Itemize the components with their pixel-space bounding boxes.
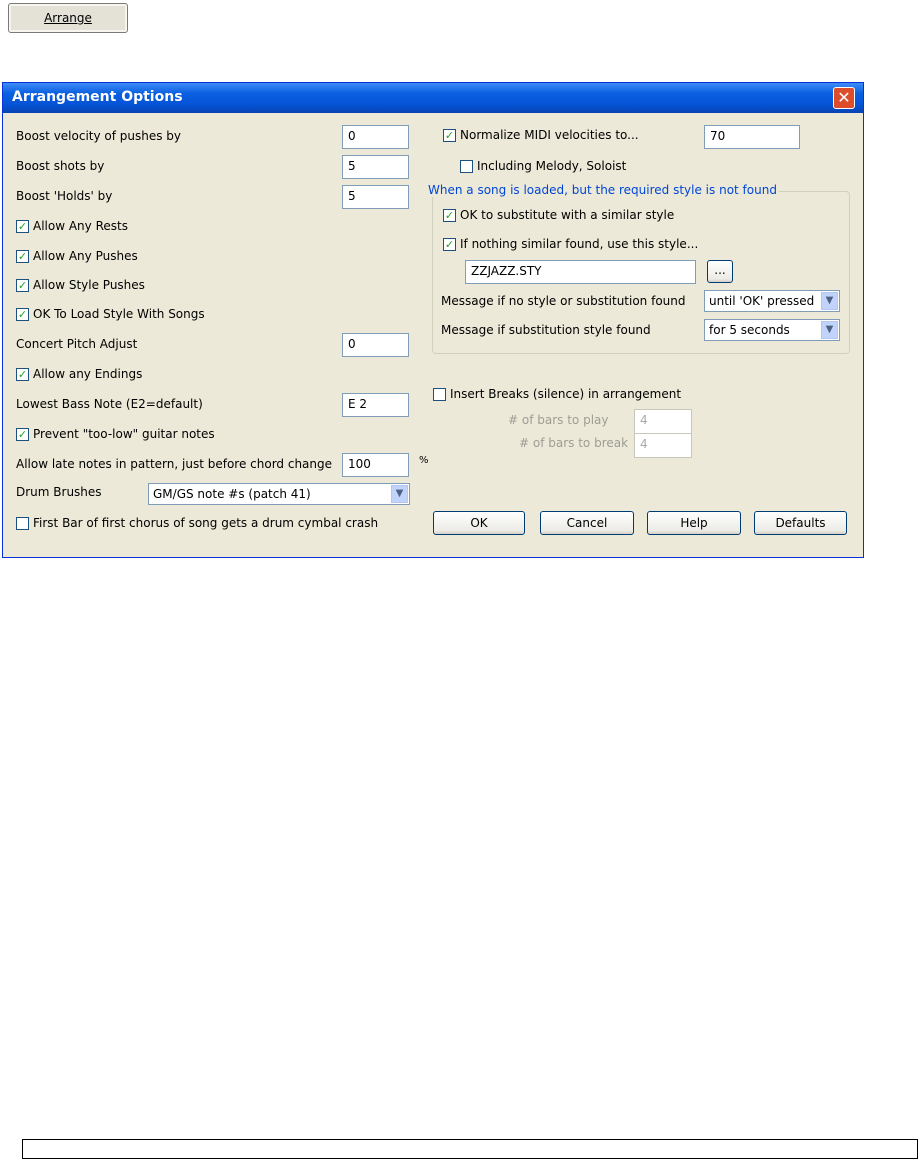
close-button[interactable]	[833, 87, 855, 109]
bars-play-label: # of bars to play	[508, 413, 609, 427]
percent-unit: %	[419, 455, 429, 466]
check-icon: ✓	[17, 279, 28, 292]
allow-any-pushes-label: Allow Any Pushes	[33, 249, 138, 263]
check-icon: ✓	[17, 250, 28, 263]
check-icon: ✓	[17, 368, 28, 381]
chevron-down-icon[interactable]: ▼	[391, 485, 408, 503]
boost-shots-input[interactable]: 5	[342, 155, 409, 179]
msg-substitution-select[interactable]	[704, 319, 840, 341]
ok-load-style-label: OK To Load Style With Songs	[33, 307, 205, 321]
check-icon: ✓	[17, 308, 28, 321]
drum-brushes-value: GM/GS note #s (patch 41)	[153, 487, 311, 501]
msg-no-style-value: until 'OK' pressed	[709, 294, 815, 308]
arrange-button[interactable]	[8, 3, 128, 33]
bars-break-input[interactable]: 4	[634, 433, 692, 458]
late-notes-label: Allow late notes in pattern, just before chord change	[16, 457, 333, 471]
checkbox-box	[16, 517, 29, 530]
lowest-bass-label: Lowest Bass Note (E2=default)	[16, 397, 203, 411]
ok-substitute-label: OK to substitute with a similar style	[460, 208, 675, 222]
boost-shots-label: Boost shots by	[16, 159, 105, 173]
prevent-low-guitar-label: Prevent "too-low" guitar notes	[33, 427, 215, 441]
chevron-down-icon[interactable]: ▼	[821, 321, 838, 339]
concert-pitch-input[interactable]: 0	[342, 333, 409, 357]
msg-substitution-label: Message if substitution style found	[441, 323, 651, 337]
close-icon: ✕	[837, 88, 851, 107]
boost-pushes-input[interactable]: 0	[342, 125, 409, 149]
dialog-title: Arrangement Options	[12, 89, 183, 105]
chevron-down-icon[interactable]: ▼	[821, 292, 838, 310]
footer-box	[22, 1139, 918, 1159]
ok-button[interactable]: OK	[433, 511, 525, 535]
if-nothing-label: If nothing similar found, use this style...	[460, 237, 699, 251]
checkbox-box	[460, 160, 473, 173]
allow-any-rests-label: Allow Any Rests	[33, 219, 128, 233]
including-melody-label: Including Melody, Soloist	[477, 159, 627, 173]
cymbal-crash-label: First Bar of first chorus of song gets a drum cymbal crash	[33, 516, 379, 530]
allow-endings-label: Allow any Endings	[33, 367, 143, 381]
msg-substitution-value: for 5 seconds	[709, 323, 790, 337]
boost-holds-input[interactable]: 5	[342, 185, 409, 209]
concert-pitch-label: Concert Pitch Adjust	[16, 337, 138, 351]
boost-pushes-label: Boost velocity of pushes by	[16, 129, 182, 143]
lowest-bass-input[interactable]: E 2	[342, 393, 409, 417]
late-notes-input[interactable]: 100	[342, 453, 409, 477]
check-icon: ✓	[444, 238, 455, 251]
check-icon: ✓	[17, 220, 28, 233]
title-bar[interactable]	[3, 83, 863, 113]
drum-brushes-select[interactable]	[148, 483, 410, 505]
help-button[interactable]: Help	[647, 511, 741, 535]
boost-holds-label: Boost 'Holds' by	[16, 189, 113, 203]
check-icon: ✓	[17, 428, 28, 441]
defaults-button[interactable]: Defaults	[754, 511, 847, 535]
insert-breaks-label: Insert Breaks (silence) in arrangement	[450, 387, 682, 401]
allow-style-pushes-label: Allow Style Pushes	[33, 278, 145, 292]
browse-button[interactable]: ...	[707, 260, 733, 283]
bars-break-label: # of bars to break	[519, 436, 629, 450]
check-icon: ✓	[444, 129, 455, 142]
bars-play-input[interactable]: 4	[634, 409, 692, 434]
msg-no-style-select[interactable]	[704, 290, 840, 312]
check-icon: ✓	[444, 209, 455, 222]
checkbox-box	[433, 388, 446, 401]
arrange-button-label: Arrange	[44, 11, 92, 25]
normalize-input[interactable]: 70	[704, 125, 800, 149]
normalize-label: Normalize MIDI velocities to...	[460, 128, 639, 142]
msg-no-style-label: Message if no style or substitution found	[441, 294, 686, 308]
drum-brushes-label: Drum Brushes	[16, 485, 102, 499]
cancel-button[interactable]: Cancel	[540, 511, 634, 535]
style-file-input[interactable]: ZZJAZZ.STY	[465, 260, 696, 284]
group-title: When a song is loaded, but the required style is not found	[428, 183, 777, 197]
arrangement-options-dialog	[2, 82, 864, 558]
